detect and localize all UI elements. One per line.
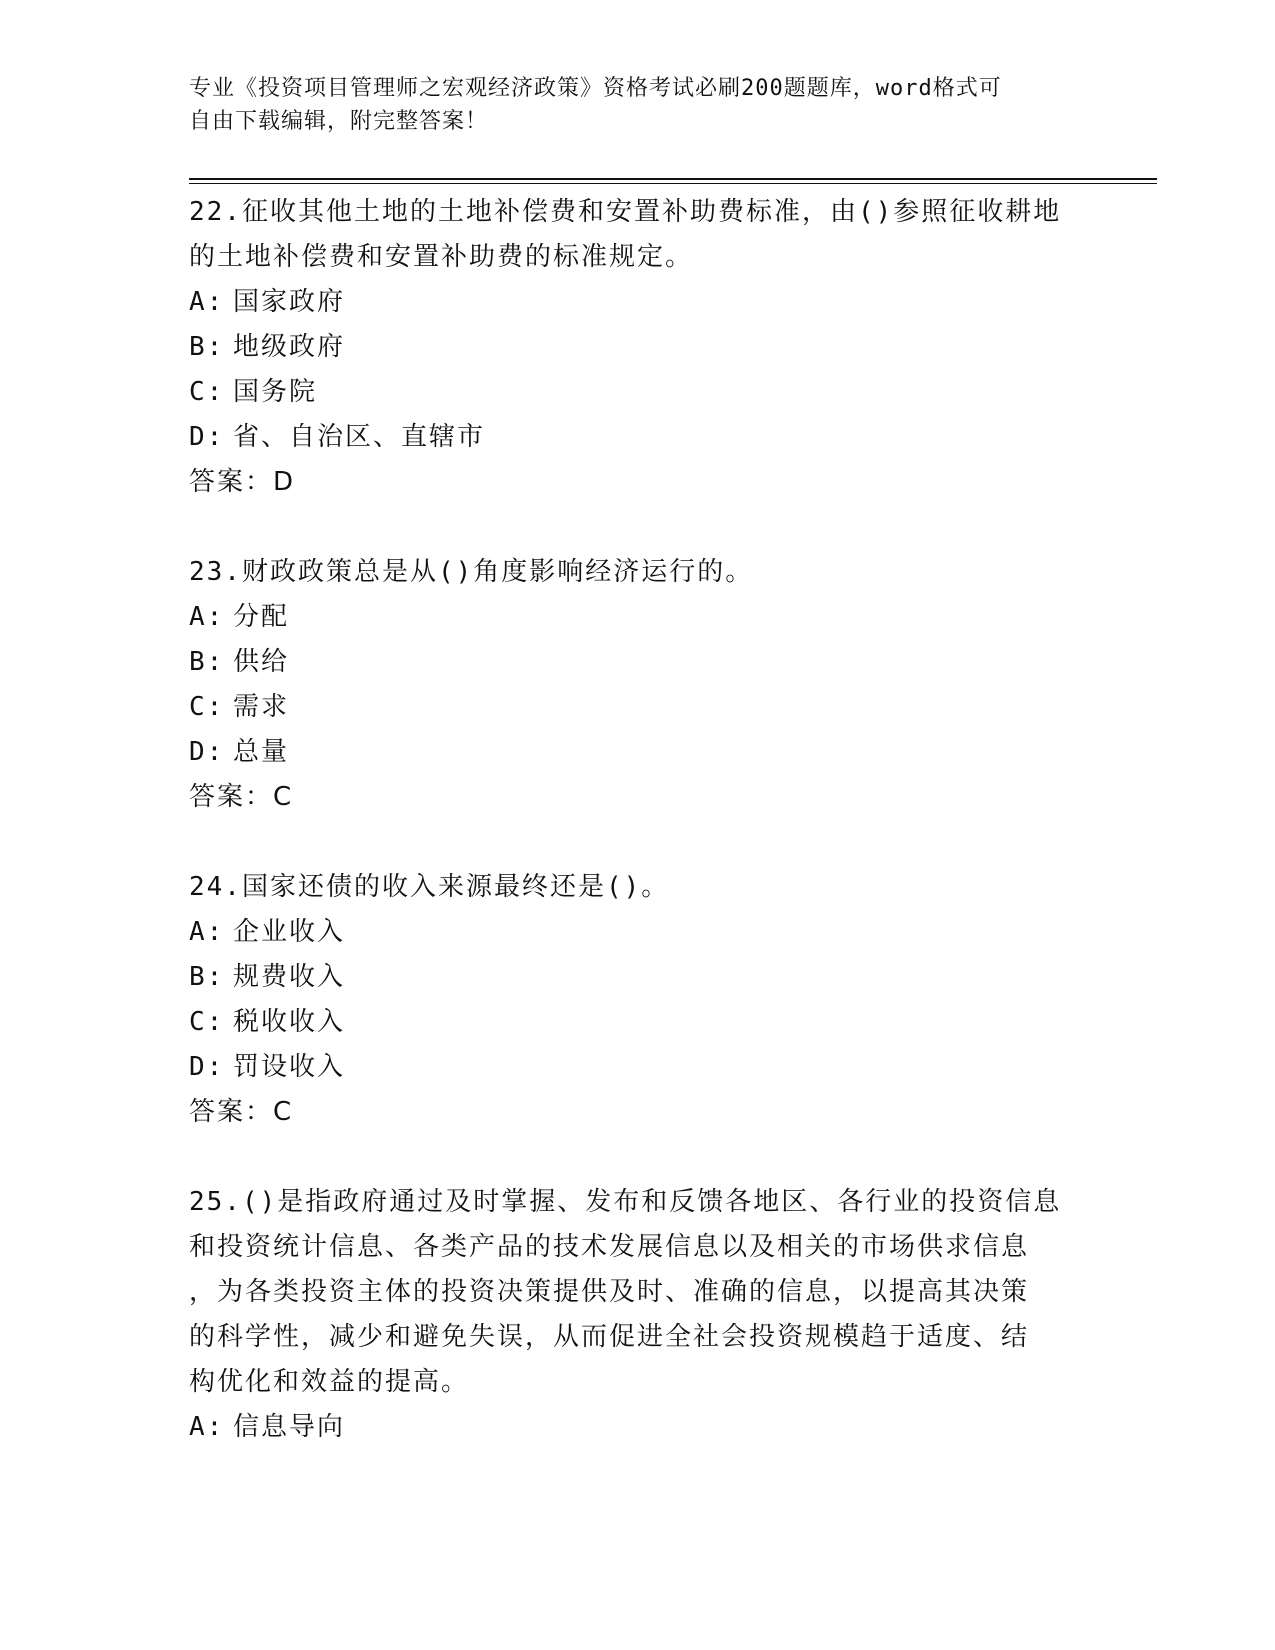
question-22-option-d bbox=[189, 415, 1089, 460]
question-23-line-1: 23.财政政策总是从()角度影响经济运行的。 bbox=[189, 557, 754, 587]
option-key: B: bbox=[189, 962, 225, 992]
question-22 bbox=[189, 190, 1089, 505]
question-23-option-d bbox=[189, 730, 1089, 775]
option-key: A: bbox=[189, 287, 225, 317]
question-23-option-b bbox=[189, 640, 1089, 685]
question-23-option-c bbox=[189, 685, 1089, 730]
question-24-line-1: 24.国家还债的收入来源最终还是()。 bbox=[189, 872, 670, 902]
question-22-line-1: 22.征收其他土地的土地补偿费和安置补助费标准，由()参照征收耕地 bbox=[189, 197, 1062, 227]
header-divider-thin bbox=[189, 183, 1157, 184]
question-25-line-5: 构优化和效益的提高。 bbox=[189, 1367, 470, 1397]
question-23-option-a bbox=[189, 595, 1089, 640]
question-22-option-b bbox=[189, 325, 1089, 370]
option-key: D: bbox=[189, 422, 225, 452]
question-23-answer: 答案：C bbox=[189, 782, 294, 812]
option-key: D: bbox=[189, 1052, 225, 1082]
option-key: D: bbox=[189, 737, 225, 767]
option-text: 国务院 bbox=[233, 377, 318, 407]
question-24 bbox=[189, 865, 1089, 1135]
option-key: C: bbox=[189, 1007, 225, 1037]
question-25-line-4: 的科学性，减少和避免失误，从而促进全社会投资规模趋于适度、结 bbox=[189, 1322, 1030, 1352]
question-22-answer: 答案：D bbox=[189, 467, 296, 497]
option-text: 需求 bbox=[233, 692, 290, 722]
option-text: 信息导向 bbox=[233, 1412, 346, 1442]
question-25-line-3: ，为各类投资主体的投资决策提供及时、准确的信息，以提高其决策 bbox=[189, 1277, 1030, 1307]
option-key: C: bbox=[189, 692, 225, 722]
option-key: A: bbox=[189, 602, 225, 632]
option-key: B: bbox=[189, 332, 225, 362]
option-key: A: bbox=[189, 1412, 225, 1442]
document-header bbox=[189, 72, 1069, 138]
question-25-line-2: 和投资统计信息、各类产品的技术发展信息以及相关的市场供求信息 bbox=[189, 1232, 1030, 1262]
option-text: 规费收入 bbox=[233, 962, 346, 992]
question-24-option-d bbox=[189, 1045, 1089, 1090]
question-list bbox=[189, 190, 1089, 1495]
option-text: 税收收入 bbox=[233, 1007, 346, 1037]
option-text: 供给 bbox=[233, 647, 290, 677]
question-22-option-a bbox=[189, 280, 1089, 325]
question-25-option-a bbox=[189, 1405, 1089, 1450]
option-key: A: bbox=[189, 917, 225, 947]
option-key: C: bbox=[189, 377, 225, 407]
question-22-option-c bbox=[189, 370, 1089, 415]
option-text: 地级政府 bbox=[233, 332, 346, 362]
question-24-answer: 答案：C bbox=[189, 1097, 294, 1127]
header-divider-thick bbox=[189, 178, 1157, 180]
question-24-option-b bbox=[189, 955, 1089, 1000]
option-text: 罚设收入 bbox=[233, 1052, 346, 1082]
question-22-line-2: 的土地补偿费和安置补助费的标准规定。 bbox=[189, 242, 694, 272]
question-24-option-a bbox=[189, 910, 1089, 955]
option-text: 国家政府 bbox=[233, 287, 346, 317]
option-text: 企业收入 bbox=[233, 917, 346, 947]
option-text: 分配 bbox=[233, 602, 290, 632]
question-25-line-1: 25.()是指政府通过及时掌握、发布和反馈各地区、各行业的投资信息 bbox=[189, 1187, 1062, 1217]
option-key: B: bbox=[189, 647, 225, 677]
header-line-1: 专业《投资项目管理师之宏观经济政策》资格考试必刷200题题库，word格式可 bbox=[189, 76, 1002, 101]
option-text: 省、自治区、直辖市 bbox=[233, 422, 486, 452]
option-text: 总量 bbox=[233, 737, 290, 767]
question-23 bbox=[189, 550, 1089, 820]
question-25 bbox=[189, 1180, 1089, 1450]
question-24-option-c bbox=[189, 1000, 1089, 1045]
header-line-2: 自由下载编辑，附完整答案！ bbox=[189, 109, 489, 134]
